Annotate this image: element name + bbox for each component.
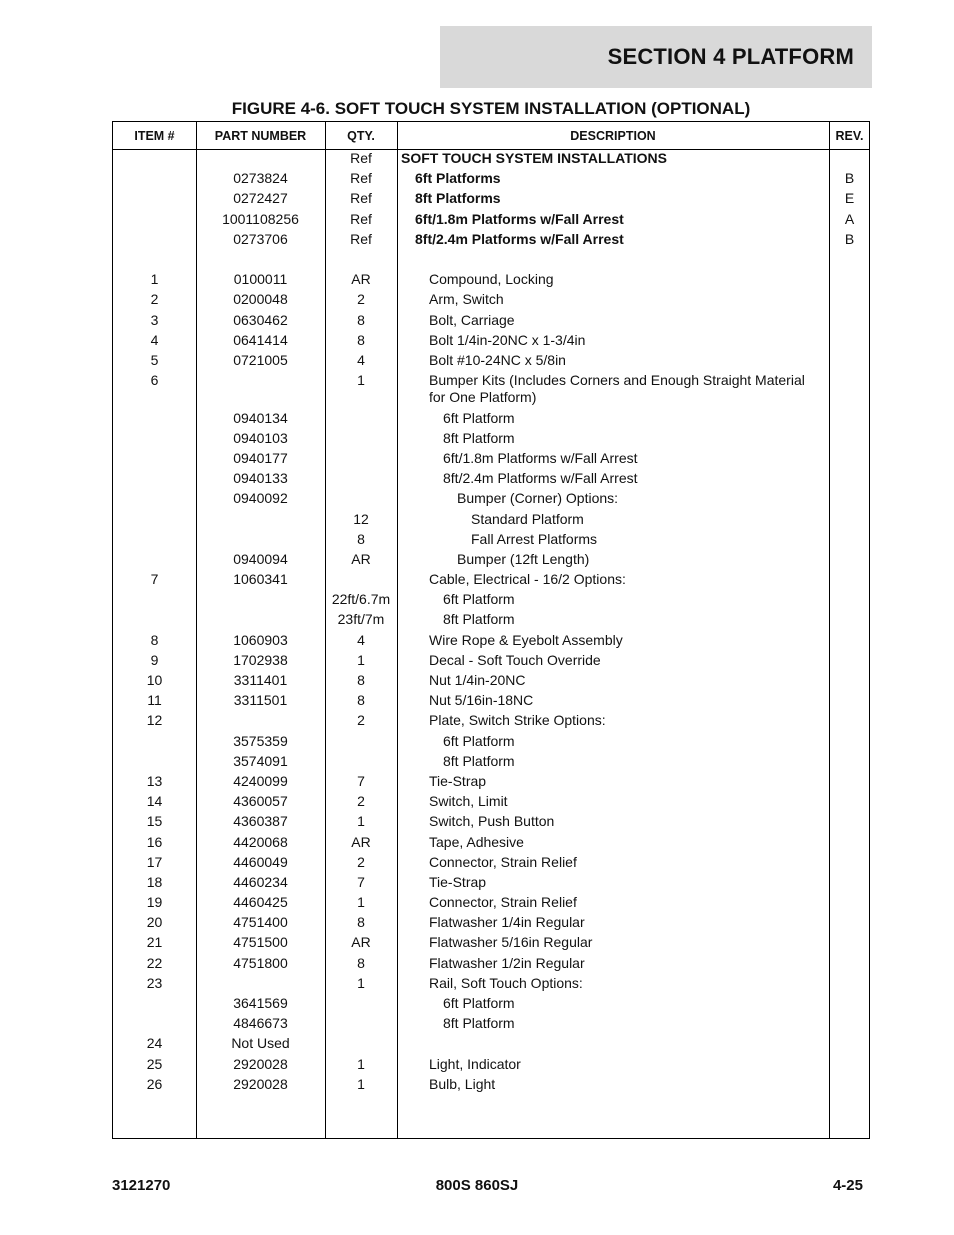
description-cell: Plate, Switch Strike Options:: [429, 712, 606, 729]
part-number-cell: 4751400: [233, 914, 288, 931]
part-number-cell: 3575359: [233, 732, 288, 749]
rev-cell: A: [844, 210, 855, 227]
description-cell: Connector, Strain Relief: [429, 853, 577, 870]
table-row: [113, 834, 869, 854]
description-cell: 8ft Platform: [443, 429, 515, 446]
table-row: [113, 372, 869, 410]
parts-table: [112, 121, 870, 1139]
table-row: [113, 692, 869, 712]
column-header-rev: REV.: [835, 128, 864, 143]
item-cell: 8: [150, 631, 159, 648]
part-number-cell: 4460425: [233, 894, 288, 911]
part-number-cell: 0940134: [233, 409, 288, 426]
qty-cell: 1: [357, 974, 365, 991]
description-cell: Bolt 1/4in-20NC x 1-3/4in: [429, 331, 586, 348]
item-cell: 14: [146, 793, 163, 810]
table-row: [113, 894, 869, 914]
table-row: [113, 975, 869, 995]
table-row: [113, 672, 869, 692]
part-number-cell: 4846673: [233, 1015, 288, 1032]
part-number-cell: 4460049: [233, 853, 288, 870]
table-row: [113, 874, 869, 894]
table-row: [113, 531, 869, 551]
description-cell: 8ft Platform: [443, 1015, 515, 1032]
table-row: [113, 511, 869, 531]
column-header-qty: QTY.: [347, 128, 375, 143]
item-cell: 26: [146, 1075, 163, 1092]
table-row: [113, 1035, 869, 1055]
part-number-cell: 0940133: [233, 470, 288, 487]
qty-cell: 8: [357, 692, 365, 709]
table-row: [113, 773, 869, 793]
description-cell: Flatwasher 1/2in Regular: [429, 954, 585, 971]
table-row: [113, 271, 869, 291]
description-cell: Nut 5/16in-18NC: [429, 692, 534, 709]
part-number-cell: 4460234: [233, 873, 288, 890]
qty-cell: 8: [357, 954, 365, 971]
table-row: [113, 1056, 869, 1076]
description-cell: 6ft/1.8m Platforms w/Fall Arrest: [415, 210, 624, 227]
description-cell: Bumper (Corner) Options:: [457, 490, 619, 507]
qty-cell: 1: [357, 1055, 365, 1072]
footer-doc-number: 3121270: [112, 1177, 171, 1194]
part-number-cell: 4751500: [233, 934, 288, 951]
item-cell: 5: [150, 351, 159, 368]
item-cell: 23: [146, 974, 163, 991]
description-cell: Tie-Strap: [429, 873, 487, 890]
item-cell: 15: [146, 813, 163, 830]
item-cell: 2: [150, 291, 159, 308]
rev-cell: B: [844, 170, 855, 187]
column-header-description: DESCRIPTION: [570, 128, 656, 143]
item-cell: 17: [146, 853, 163, 870]
qty-cell: 1: [357, 813, 365, 830]
qty-cell: 1: [357, 1075, 365, 1092]
qty-cell: 4: [357, 631, 365, 648]
qty-cell: 1: [357, 372, 365, 389]
item-cell: 6: [150, 372, 159, 389]
description-cell: Rail, Soft Touch Options:: [429, 974, 583, 991]
table-row: [113, 430, 869, 450]
description-cell: Arm, Switch: [429, 291, 504, 308]
table-body: [113, 150, 869, 1096]
description-cell: Tie-Strap: [429, 772, 487, 789]
table-row: [113, 632, 869, 652]
table-row: [113, 753, 869, 773]
description-cell: Connector, Strain Relief: [429, 894, 577, 911]
item-cell: 20: [146, 914, 163, 931]
table-row: [113, 450, 869, 470]
part-number-cell: 0940094: [233, 550, 288, 567]
item-cell: 22: [146, 954, 163, 971]
description-cell: Compound, Locking: [429, 271, 554, 288]
item-cell: 18: [146, 873, 163, 890]
description-cell: Flatwasher 1/4in Regular: [429, 914, 585, 931]
description-cell: 6ft Platforms: [415, 170, 501, 187]
qty-cell: Ref: [350, 190, 372, 207]
description-cell: Standard Platform: [471, 510, 584, 527]
rev-cell: B: [844, 230, 855, 247]
table-row: [113, 332, 869, 352]
footer-model: 800S 860SJ: [435, 1177, 519, 1194]
part-number-cell: 4420068: [233, 833, 288, 850]
part-number-cell: 2920028: [233, 1075, 288, 1092]
table-row: [113, 190, 869, 210]
table-row: [113, 291, 869, 311]
description-cell: 6ft Platform: [443, 591, 515, 608]
item-cell: 3: [150, 311, 159, 328]
description-cell: 6ft Platform: [443, 409, 515, 426]
description-cell: 8ft/2.4m Platforms w/Fall Arrest: [443, 470, 638, 487]
table-row: [113, 955, 869, 975]
part-number-cell: 3311401: [233, 672, 288, 688]
qty-cell: 23ft/7m: [337, 611, 385, 628]
rev-cell: E: [844, 190, 855, 207]
qty-cell: 1: [357, 894, 365, 911]
description-cell: Bulb, Light: [429, 1075, 496, 1092]
part-number-cell: 3641569: [233, 995, 288, 1011]
part-number-cell: 1060903: [233, 631, 288, 648]
item-cell: 13: [146, 772, 163, 789]
description-cell: Tape, Adhesive: [429, 833, 524, 850]
description-cell: 8ft Platforms: [415, 190, 501, 207]
item-cell: 12: [146, 712, 163, 729]
table-row: [113, 712, 869, 732]
part-number-cell: Not Used: [231, 1035, 290, 1052]
table-row: [113, 470, 869, 490]
part-number-cell: 4360387: [233, 813, 288, 830]
part-number-cell: 1060341: [233, 571, 288, 588]
qty-cell: 2: [357, 291, 365, 308]
table-row: [113, 490, 869, 510]
table-row: [113, 211, 869, 231]
part-number-cell: 0630462: [233, 311, 288, 328]
qty-cell: Ref: [350, 170, 372, 187]
table-row: [113, 352, 869, 372]
description-cell: Switch, Push Button: [429, 813, 555, 830]
table-row: [113, 813, 869, 833]
item-cell: 19: [146, 894, 163, 911]
description-cell: Cable, Electrical - 16/2 Options:: [429, 571, 626, 588]
part-number-cell: 1702938: [233, 651, 288, 668]
qty-cell: 12: [353, 510, 369, 527]
table-row: [113, 410, 869, 430]
qty-cell: 8: [357, 672, 365, 688]
part-number-cell: 1001108256: [222, 210, 299, 227]
table-row: [113, 611, 869, 631]
part-number-cell: 0721005: [233, 351, 288, 368]
table-row: [113, 914, 869, 934]
part-number-cell: 0940103: [233, 429, 288, 446]
item-cell: 11: [147, 692, 162, 709]
qty-cell: AR: [351, 833, 371, 850]
qty-cell: 2: [357, 853, 365, 870]
section-header: [440, 26, 872, 88]
part-number-cell: 4360057: [233, 793, 288, 810]
section-title: SECTION 4 PLATFORM: [607, 44, 854, 69]
table-row: [113, 854, 869, 874]
description-cell: Switch, Limit: [429, 793, 508, 810]
qty-cell: Ref: [350, 230, 372, 247]
qty-cell: 8: [357, 530, 365, 547]
column-header-part-number: PART NUMBER: [214, 128, 307, 143]
table-row: [113, 793, 869, 813]
item-cell: 24: [146, 1035, 163, 1052]
description-cell: 8ft/2.4m Platforms w/Fall Arrest: [415, 230, 624, 247]
part-number-cell: 4751800: [233, 954, 288, 971]
qty-cell: 8: [357, 914, 365, 931]
table-row: [113, 170, 869, 190]
description-cell: SOFT TOUCH SYSTEM INSTALLATIONS: [401, 150, 667, 166]
qty-cell: Ref: [350, 150, 372, 166]
qty-cell: 8: [357, 331, 365, 348]
description-cell: 8ft Platform: [443, 752, 515, 769]
description-cell: Nut 1/4in-20NC: [429, 672, 526, 688]
description-cell: Fall Arrest Platforms: [471, 530, 598, 547]
part-number-cell: 3311501: [233, 692, 288, 709]
part-number-cell: 2920028: [233, 1055, 288, 1072]
column-header-item: ITEM #: [134, 128, 175, 143]
item-cell: 9: [150, 651, 159, 668]
description-cell: Wire Rope & Eyebolt Assembly: [429, 631, 623, 648]
description-cell: 6ft Platform: [443, 995, 515, 1011]
item-cell: 16: [146, 833, 163, 850]
qty-cell: 2: [357, 793, 365, 810]
qty-cell: 1: [357, 651, 365, 668]
part-number-cell: 0273824: [233, 170, 288, 187]
table-row: [113, 1076, 869, 1096]
part-number-cell: 4240099: [233, 772, 288, 789]
item-cell: 21: [146, 934, 163, 951]
table-row: [113, 995, 869, 1015]
item-cell: 25: [146, 1055, 163, 1072]
part-number-cell: 0272427: [233, 190, 288, 207]
table-row: [113, 251, 869, 271]
qty-cell: Ref: [350, 210, 372, 227]
part-number-cell: 0100011: [233, 271, 288, 288]
description-cell: Flatwasher 5/16in Regular: [429, 934, 593, 951]
table-row: [113, 1015, 869, 1035]
item-cell: 7: [150, 571, 159, 588]
part-number-cell: 0200048: [233, 291, 288, 308]
figure-title: FIGURE 4-6. SOFT TOUCH SYSTEM INSTALLATION (OPTIONAL): [231, 99, 751, 118]
description-cell: Bumper Kits (Includes Corners and Enough Straight Material for One Platform): [429, 372, 805, 406]
description-cell: 6ft Platform: [443, 732, 515, 749]
part-number-cell: 3574091: [233, 752, 288, 769]
part-number-cell: 0940092: [233, 490, 288, 507]
item-cell: 1: [150, 271, 159, 288]
qty-cell: 2: [357, 712, 365, 729]
description-cell: Bolt, Carriage: [429, 311, 515, 328]
description-cell: 8ft Platform: [443, 611, 515, 628]
description-cell: Bumper (12ft Length): [457, 550, 590, 567]
qty-cell: 4: [357, 351, 365, 368]
description-cell: Decal - Soft Touch Override: [429, 651, 601, 668]
part-number-cell: 0940177: [233, 449, 288, 466]
part-number-cell: 0641414: [233, 331, 288, 348]
description-cell: Light, Indicator: [429, 1055, 521, 1072]
table-row: [113, 652, 869, 672]
table-row: [113, 551, 869, 571]
footer-page-number: 4-25: [832, 1177, 863, 1194]
table-row: [113, 231, 869, 251]
qty-cell: AR: [351, 934, 371, 951]
qty-cell: 22ft/6.7m: [331, 591, 391, 608]
table-row: [113, 733, 869, 753]
table-row: [113, 312, 869, 332]
table-row: [113, 591, 869, 611]
description-cell: 6ft/1.8m Platforms w/Fall Arrest: [443, 449, 638, 466]
item-cell: 4: [150, 331, 159, 348]
qty-cell: 7: [357, 772, 365, 789]
table-row: [113, 571, 869, 591]
part-number-cell: 0273706: [233, 230, 288, 247]
table-row: [113, 150, 869, 170]
qty-cell: AR: [351, 550, 371, 567]
qty-cell: AR: [351, 271, 371, 288]
description-cell: Bolt #10-24NC x 5/8in: [429, 351, 566, 368]
qty-cell: 7: [357, 873, 365, 890]
table-row: [113, 934, 869, 954]
qty-cell: 8: [357, 311, 365, 328]
item-cell: 10: [146, 672, 163, 688]
